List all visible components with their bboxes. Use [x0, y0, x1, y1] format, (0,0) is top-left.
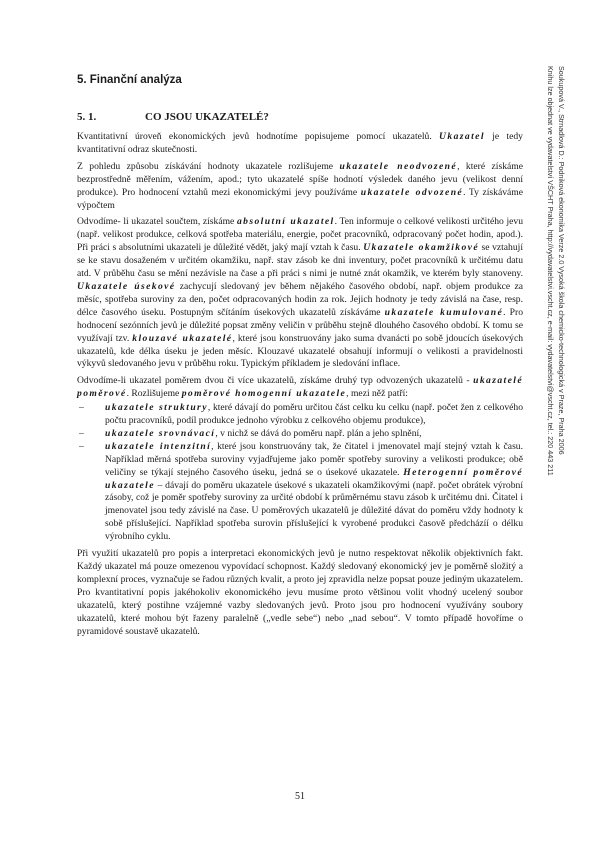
text-span: . Pro hodnocení sezónních jevů je důležité popsat změny veličin v průběhu stejně dlouhého časového období. K tomu se využívají tzv.	[77, 306, 524, 344]
text-span: zachycují sledovaný jev během nějakého časového období, např. objem produkce za měsíc, spotřeba suroviny za den, počet odpracovaných hodin za rok. Jejich hodnoty je tedy závislá na čase, resp. délce časového úseku. Postupným sčítáním úsekových ukazatelů získáváme	[77, 280, 523, 318]
text-span: , mezi něž patří:	[346, 388, 408, 400]
chapter-title: 5. Finanční analýza	[77, 74, 182, 86]
text-span: – dávají do poměru ukazatele úsekové s ukazateli okamžikovými (např. počet obrátek výrobní zásoby, což je poměr spotřeby suroviny za určité období k průměrnému stavu zásob k určitému dni. Čitatel i jmenovatel jsou tedy závislé na čase. U poměrových ukazatelů je důležité dávat do poměru vždy hodnoty k sobě příslušející. Například spotřeba surovin příslušející k vyrobené produkci časově předcházíí o délku výrobního cyklu.	[105, 479, 523, 543]
paragraph	[77, 375, 523, 401]
text-span: Kvantitativní úroveň ekonomických jevů hodnotíme popisujeme pomocí ukazatelů.	[77, 131, 440, 142]
term: Heterogenní poměrové ukazatele	[105, 466, 523, 491]
term: ukazatele odvozené	[360, 186, 464, 198]
side-citation	[528, 66, 566, 546]
term: ukazatele struktury	[105, 402, 208, 414]
term: Ukazatel	[439, 131, 485, 142]
indicator-type-list	[77, 402, 523, 544]
text-span: , které jsou konstruovány jako suma dvanácti po sobě jdoucích úsekových ukazatelů, kde délka úseku je jeden měsíc. Klouzavé ukazatelé obsahují informují o velikosti a pravidelnosti výkyvů sledovaného jevu v průběhu roku. Typickým příkladem je sledování inflace.	[77, 332, 523, 370]
paragraph	[77, 216, 523, 371]
text-span: , v nichž se dává do poměru např. plán a jeho splnění,	[215, 427, 422, 439]
text-span: . Ty získáváme výpočtem	[77, 186, 523, 211]
paragraph	[77, 131, 523, 157]
dash-bullet: –	[79, 440, 84, 452]
text-span: , které dávají do poměru určitou část celku ku celku (např. počet žen z celkového počtu pracovníků, podíl produkce jednoho výrobku z celkového objemu produkce),	[105, 402, 523, 427]
section-heading	[77, 111, 269, 123]
section-number: 5. 1.	[77, 111, 97, 123]
term: ukazatele srovnávací	[105, 427, 216, 439]
term: ukazatelé poměrové	[77, 375, 523, 400]
page-number: 51	[295, 791, 305, 802]
text-span: Odvodíme-li ukazatel poměrem dvou či více ukazatelů, získáme druhý typ odvozených ukazatelů -	[77, 375, 474, 387]
term: ukazatele kumulované	[384, 306, 504, 318]
term: Ukazatele úsekové	[77, 280, 176, 292]
side-citation-text	[545, 66, 566, 546]
text-span: Odvodíme- li ukazatel součtem, získáme	[77, 216, 237, 228]
list-item	[77, 441, 523, 544]
text-span: , které získáme bezprostředně měřením, vážením, apod.; tyto ukazatelé spíše hodnotí výsledek daného jevu (velikost denní produkce). Pro hodnocení vztahů mezi ekonomickými jevy používáme	[77, 160, 523, 198]
text-span: Z pohledu způsobu získávání hodnoty ukazatele rozlišujeme	[77, 160, 340, 172]
body-text	[77, 131, 523, 642]
paragraph: Při využití ukazatelů pro popis a interpretaci ekonomických jevů je nutno respektovat několik objektivních fakt. Každý ukazatel má pouze omezenou vypovídací schopnost. Každý sledovaný ekonomický jev je poměrně složitý a komplexní proces, vyznačuje se řadou různých kvalit, a proto jej zpravidla nelze popsat pouze jediným ukazatelem. Pro kvantitativní popis jakéhokoliv ekonomického jevu musíme proto většinou volit vhodný ucelený soubor ukazatelů, který postihne vzájemné vazby sledovaných jevů. Proto jsou pro hodnocení využívány soubory ukazatelů, které mohou být řazeny paralelně („vedle sebe“) nebo „nad sebou“. V tomto případě hovoříme o pyramidové soustavě ukazatelů.	[77, 548, 523, 637]
citation-line: Soukupová V., Strnadlová D.: Podniková ekonomika Verze 2.0 Vysoká škola chemicko-technologická v Praze, Praha 2006	[557, 66, 566, 455]
term: ukazatele neodvozené	[339, 160, 458, 172]
term: klouzavé ukazatelé	[132, 332, 233, 344]
term: poměrové homogenní ukazatele	[181, 388, 347, 400]
section-title: CO JSOU UKAZATELÉ?	[145, 111, 269, 123]
text-span: . Rozlišujeme	[126, 388, 182, 400]
citation-line: Knihu lze objednat ve vydavatelství VŠCHT Praha, http://vydavatelstvi.vscht.cz, e-mail: vydavatelstvi@vscht.cz, tel.: 220 443 211	[546, 66, 556, 476]
list-item	[77, 428, 523, 441]
list-item	[77, 402, 523, 428]
text-span: . Ten informuje o celkové velikosti určitého jevu (např. velikost produkce, celková spotřeba materiálu, energie, počet pracovníků, odpracovaný počet hodin, apod.). Při práci s absolutními ukazateli je důležité vědět, jaký mají vztah k času.	[77, 216, 523, 254]
dash-bullet: –	[79, 402, 84, 414]
term: Ukazatele okamžikové	[363, 242, 479, 254]
text-span: se vztahují se ke stavu dosaženém v určitém okamžiku, např. stav zásob ke dni inventury, počet pracovníků k určitému datu atd. V průběhu času se mění nezávisle na čase a při práci s nimi je nutné znát okamžik, ve kterém byly stanoveny.	[77, 242, 523, 280]
paragraph	[77, 161, 523, 213]
dash-bullet: –	[79, 427, 84, 439]
term: ukazatele intenzitní	[105, 440, 212, 452]
text-span: , které jsou konstruovány tak, že čitatel i jmenovatel mají stejný vztah k času. Například měrná spotřeba suroviny vyjadřujeme jako poměr spotřeby suroviny a velikosti produkce; obě veličiny se týkají stejného časového úseku, jedná se o úsekové ukazatele.	[105, 440, 523, 478]
term: absolutní ukazatel	[236, 216, 335, 228]
text-span: je tedy kvantitativní odraz skutečnosti.	[77, 131, 523, 155]
